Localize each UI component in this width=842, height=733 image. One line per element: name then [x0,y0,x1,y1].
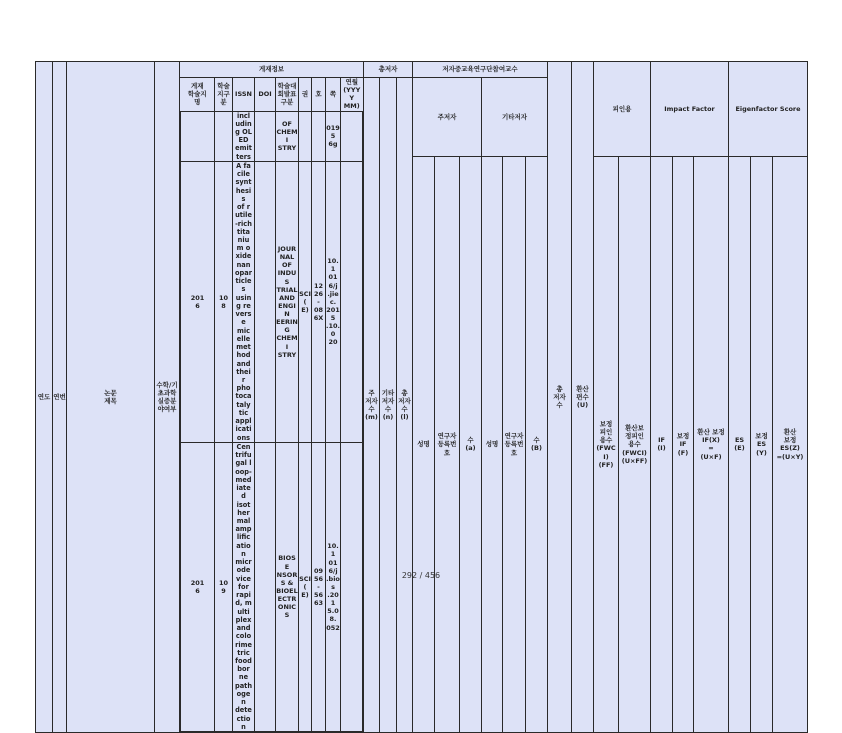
cell-year: 201 6 [181,161,215,442]
cell-seq [215,111,233,161]
header-if-adjusted: 보정 IF (F) [673,156,694,732]
cell-title: including OLED emitters [233,111,255,161]
header-page: 쪽 [326,78,341,111]
header-convergence: 수학/기초과학실증분야여부 [155,62,180,733]
header-doi: DOI [255,78,276,111]
header-conference: 학술대 회발표 구분 [276,78,299,111]
cell-title: Centrifugal loop- mediated isothermal amplification microdevice for rapid, multiplex and colorimetric foodborne pathogen detection [233,442,255,731]
cell-doi: 10.1 016/j .bios .201 5.08. 052 [326,442,341,731]
header-issn: ISSN [233,78,255,111]
header-if-converted: 환산 보정 IF(X) = (U×F) [694,156,729,732]
cell-seq: 10 8 [215,161,233,442]
header-es-adjusted: 보정 ES (Y) [751,156,773,732]
header-fwci: 보정 피인 용수 (FWC I) (FF) [594,156,619,732]
header-group-publication: 게재정보 [180,62,364,78]
header-other-num: 수 (B) [526,156,548,732]
header-main-num: 수 (a) [460,156,482,732]
cell-type [299,111,312,161]
cell-issn: 1226 - 086X [312,161,326,442]
cell-conv [255,111,276,161]
cell-eval [341,111,363,161]
header-group-citation: 피인용 [594,62,651,157]
header-date: 연월 (YYYY MM) [341,78,363,111]
cell-year: 201 6 [181,442,215,731]
cell-journal: JOUR NAL OF INDUS TRIAL AND ENGIN EERIN G CHEMI STRY [276,161,299,442]
cell-doi: 10.1 016/j .jiec. 2015 .10.0 20 [326,161,341,442]
cell-title: A facile synthesis of rutile-rich titanium oxide nanoparticles using reverse micelle method and their photocatalytic applications [233,161,255,442]
cell-eval [341,442,363,731]
header-if: IF (I) [651,156,673,732]
header-year: 연도 [36,62,53,733]
table-row [181,111,363,161]
header-other-name: 성명 [482,156,503,732]
header-other-author: 기타저자 [482,78,548,157]
research-table [35,61,808,733]
table-row [181,442,363,731]
header-group-authors: 총저자 [364,62,413,78]
header-main-name: 성명 [413,156,435,732]
header-group-impact-factor: Impact Factor [651,62,729,157]
header-group-eigenfactor: Eigenfactor Score [729,62,808,157]
cell-conv [255,161,276,442]
cell-issn: 0956 - 5663 [312,442,326,731]
cell-doi: 0195 6g [326,111,341,161]
header-journal-type: 학술 지구 분 [215,78,233,111]
cell-year [181,111,215,161]
header-publication-fields [180,78,364,733]
header-title: 논문 제목 [67,62,155,733]
cell-type: SCI( E) [299,442,312,731]
cell-conv [255,442,276,731]
cell-issn [312,111,326,161]
header-es-converted: 환산 보정 ES(Z) =(U×Y) [773,156,808,732]
cell-type: SCI( E) [299,161,312,442]
header-issue: 호 [312,78,326,111]
header-conv-count: 환산 편수 (U) [572,62,594,733]
cell-seq: 10 9 [215,442,233,731]
table-header [36,62,808,733]
cell-journal: BIOSE NSOR S & BIOEL ECTR ONICS [276,442,299,731]
header-other-regno: 연구자 등록번 호 [503,156,526,732]
table-row [181,161,363,442]
header-fwci-conv: 환산보 정피인 용수 (FWCI) (U×FF) [619,156,651,732]
header-main-count: 주 저자 수 (m) [364,78,380,733]
header-volume: 권 [299,78,312,111]
header-seq: 연번 [53,62,67,733]
header-other-count: 기타 저자 수 (n) [380,78,397,733]
cell-journal: OF CHEMI STRY [276,111,299,161]
header-main-author: 주저자 [413,78,482,157]
header-main-regno: 연구자 등록번 호 [435,156,460,732]
cell-eval [341,161,363,442]
header-faculty-total: 총 저자 수 [548,62,572,733]
header-group-faculty: 저자중교육연구단참여교수 [413,62,548,78]
page-number: 292 / 456 [401,571,441,580]
header-journal: 게재 학술지 명 [181,78,215,111]
header-total-count: 총 저자 수 (l) [397,78,413,733]
header-es: ES (E) [729,156,751,732]
